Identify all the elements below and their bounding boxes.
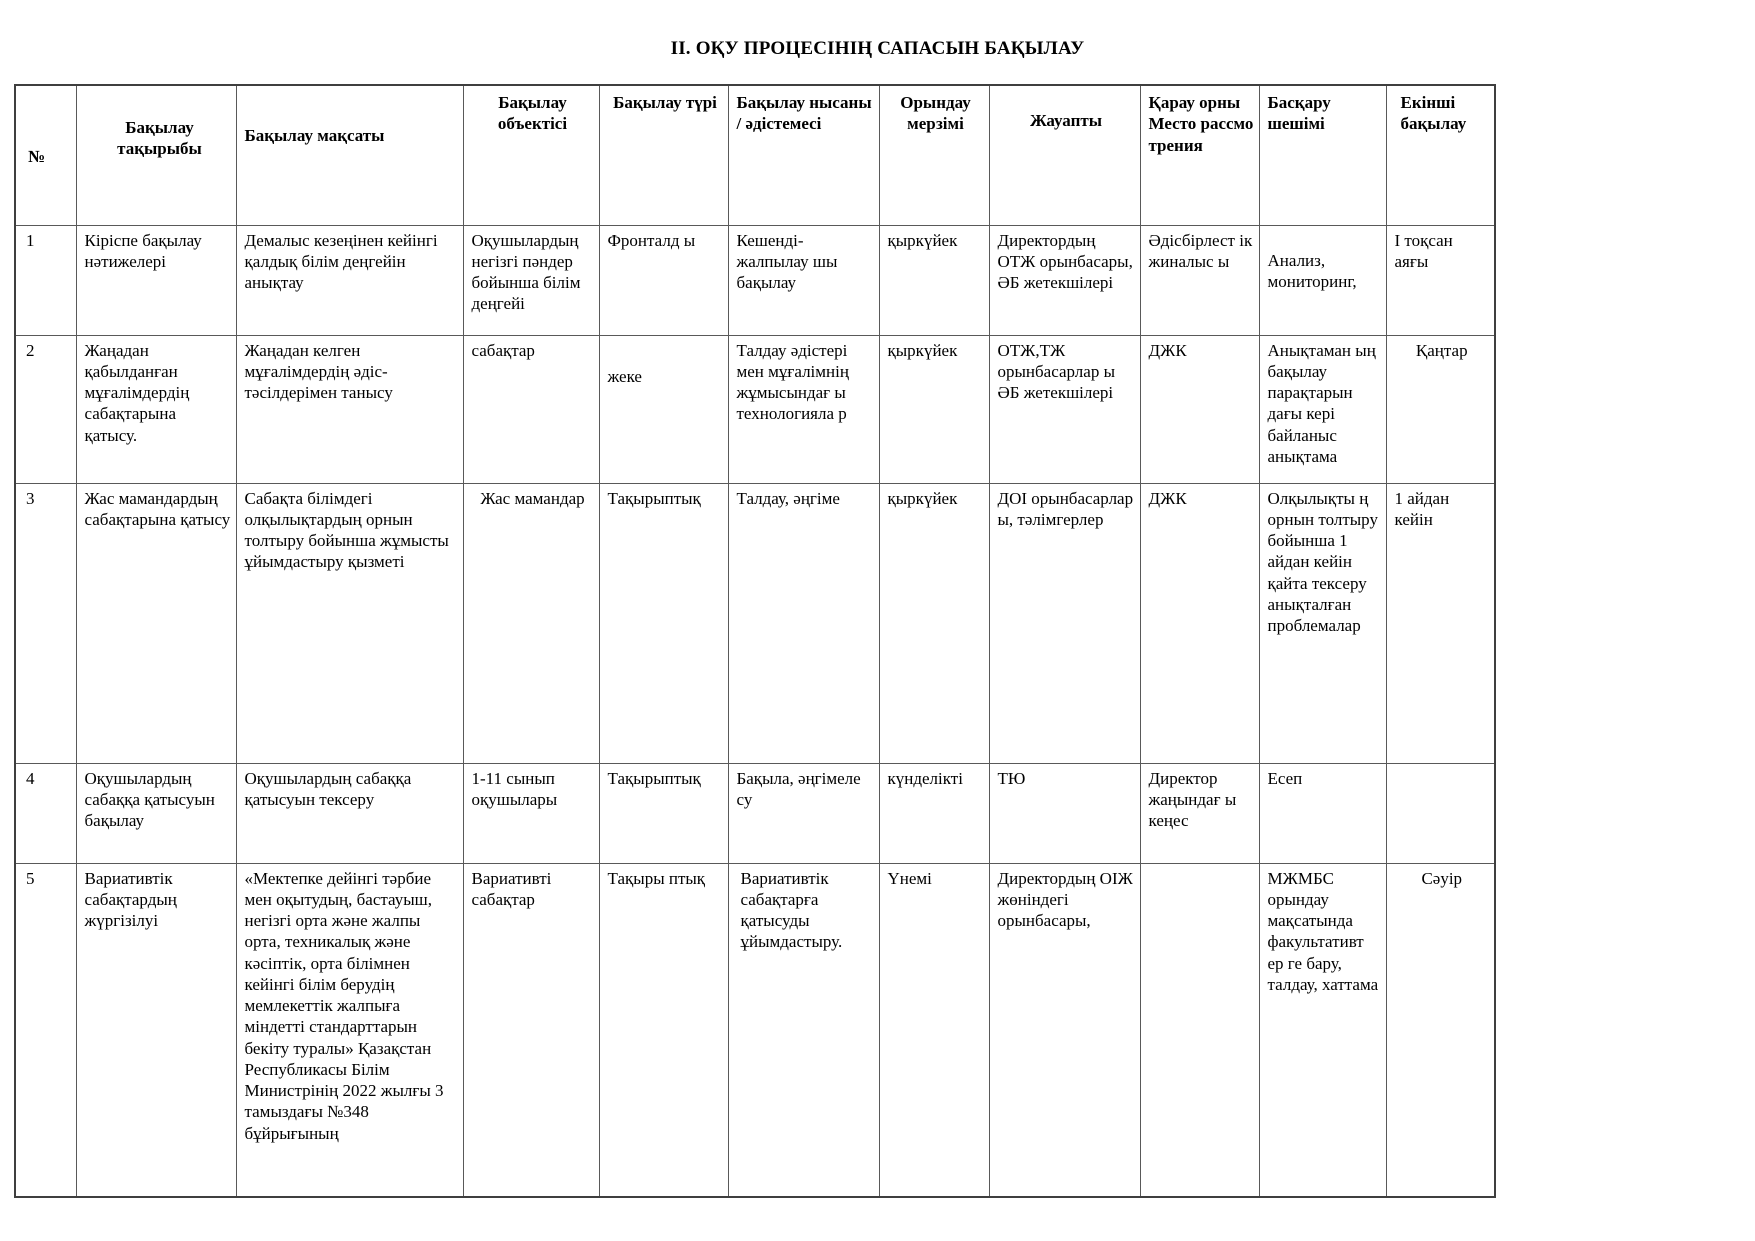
table-cell <box>1140 863 1259 1197</box>
table-cell: Бақыла, әңгімеле су <box>728 763 879 863</box>
page-title: ІІ. ОҚУ ПРОЦЕСІНІҢ САПАСЫН БАҚЫЛАУ <box>670 38 1085 59</box>
table-cell: жеке <box>599 335 728 483</box>
table-row <box>15 483 1495 763</box>
table-cell: Үнемі <box>879 863 989 1197</box>
table-cell: 1-11 сынып оқушылары <box>463 763 599 863</box>
table-cell: ОТЖ,ТЖ орынбасарлар ы ӘБ жетекшілері <box>989 335 1140 483</box>
table-cell: ДЖК <box>1140 335 1259 483</box>
table-cell: күнделікті <box>879 763 989 863</box>
table-cell: 4 <box>15 763 76 863</box>
table-cell: 1 <box>15 225 76 335</box>
table-cell: Оқушылардың сабаққа қатысуын тексеру <box>236 763 463 863</box>
table-row <box>15 863 1495 1197</box>
header-cell: № <box>15 85 76 225</box>
header-cell: Қарау орны Место рассмо трения <box>1140 85 1259 225</box>
table-cell: Вариативтік сабақтарға қатысуды ұйымдастыру. <box>728 863 879 1197</box>
table-cell: Анализ, мониторинг, <box>1259 225 1386 335</box>
header-cell: Бақылау нысаны / әдістемесі <box>728 85 879 225</box>
header-row <box>15 85 1495 225</box>
table-cell: Директордың ОТЖ орынбасары, ӘБ жетекшілері <box>989 225 1140 335</box>
table-cell: Тақырыптық <box>599 483 728 763</box>
table-row <box>15 335 1495 483</box>
table-cell: Жас мамандардың сабақтарына қатысу <box>76 483 236 763</box>
table-cell: қыркүйек <box>879 335 989 483</box>
control-table <box>14 84 1496 1198</box>
table-cell: Демалыс кезеңінен кейінгі қалдық білім деңгейін анықтау <box>236 225 463 335</box>
table-cell: Жаңадан келген мұғалімдердің әдіс- тәсілдерімен танысу <box>236 335 463 483</box>
table-body <box>15 225 1495 1197</box>
table-cell: 1 айдан кейін <box>1386 483 1495 763</box>
table-cell: 2 <box>15 335 76 483</box>
table-cell: сабақтар <box>463 335 599 483</box>
table-cell: Фронталд ы <box>599 225 728 335</box>
table-cell: Вариативтік сабақтардың жүргізілуі <box>76 863 236 1197</box>
table-cell <box>1386 763 1495 863</box>
table-cell: Кіріспе бақылау нәтижелері <box>76 225 236 335</box>
header-cell: Жауапты <box>989 85 1140 225</box>
table-cell: ДЖК <box>1140 483 1259 763</box>
table-cell: І тоқсан аяғы <box>1386 225 1495 335</box>
table-cell: Оқушылардың сабаққа қатысуын бақылау <box>76 763 236 863</box>
table-cell: ТЮ <box>989 763 1140 863</box>
table-cell: 5 <box>15 863 76 1197</box>
table-cell: Талдау әдістері мен мұғалімнің жұмысындағ ы технологияла р <box>728 335 879 483</box>
header-cell: Орындау мерзімі <box>879 85 989 225</box>
table-cell: Талдау, әңгіме <box>728 483 879 763</box>
table-cell: 3 <box>15 483 76 763</box>
table-cell: Оқушылардың негізгі пәндер бойынша білім деңгейі <box>463 225 599 335</box>
table-cell: қыркүйек <box>879 225 989 335</box>
header-cell: Бақылау объектісі <box>463 85 599 225</box>
table-cell: Жаңадан қабылданған мұғалімдердің сабақтарына қатысу. <box>76 335 236 483</box>
table-cell: Директордың ОІЖ жөніндегі орынбасары, <box>989 863 1140 1197</box>
header-cell: Бақылау түрі <box>599 85 728 225</box>
header-cell: Екінші бақылау <box>1386 85 1495 225</box>
table-cell: Қаңтар <box>1386 335 1495 483</box>
table-cell: ДОІ орынбасарлар ы, тәлімгерлер <box>989 483 1140 763</box>
table-cell: Тақыры птық <box>599 863 728 1197</box>
table-cell: Сәуір <box>1386 863 1495 1197</box>
header-cell: Бақылау мақсаты <box>236 85 463 225</box>
table-cell: Сабақта білімдегі олқылықтардың орнын толтыру бойынша жұмысты ұйымдастыру қызметі <box>236 483 463 763</box>
table-cell: МЖМБС орындау мақсатында факультативт ер ге бару, талдау, хаттама <box>1259 863 1386 1197</box>
table-cell: Әдісбірлест ік жиналыс ы <box>1140 225 1259 335</box>
table-cell: Жас мамандар <box>463 483 599 763</box>
header-cell: Бақылау тақырыбы <box>76 85 236 225</box>
table-cell: Олқылықты ң орнын толтыру бойынша 1 айдан кейін қайта тексеру анықталған проблемалар <box>1259 483 1386 763</box>
table-row <box>15 763 1495 863</box>
table-cell: Анықтаман ың бақылау парақтарын дағы кері байланыс анықтама <box>1259 335 1386 483</box>
header-cell: Басқару шешімі <box>1259 85 1386 225</box>
table-cell: Вариативті сабақтар <box>463 863 599 1197</box>
table-cell: қыркүйек <box>879 483 989 763</box>
table-cell: Тақырыптық <box>599 763 728 863</box>
table-row <box>15 225 1495 335</box>
table-cell: Есеп <box>1259 763 1386 863</box>
table-cell: Кешенді- жалпылау шы бақылау <box>728 225 879 335</box>
table-cell: «Мектепке дейінгі тәрбие мен оқытудың, бастауыш, негізгі орта және жалпы орта, техникалық және кәсіптік, орта білімнен кейінгі білім берудің мемлекеттік жалпыға міндетті стандарттарын бекіту туралы» Қазақстан Республикасы Білім Министрінің 2022 жылғы 3 тамыздағы №348 бұйрығының <box>236 863 463 1197</box>
table-cell: Директор жаңындағ ы кеңес <box>1140 763 1259 863</box>
